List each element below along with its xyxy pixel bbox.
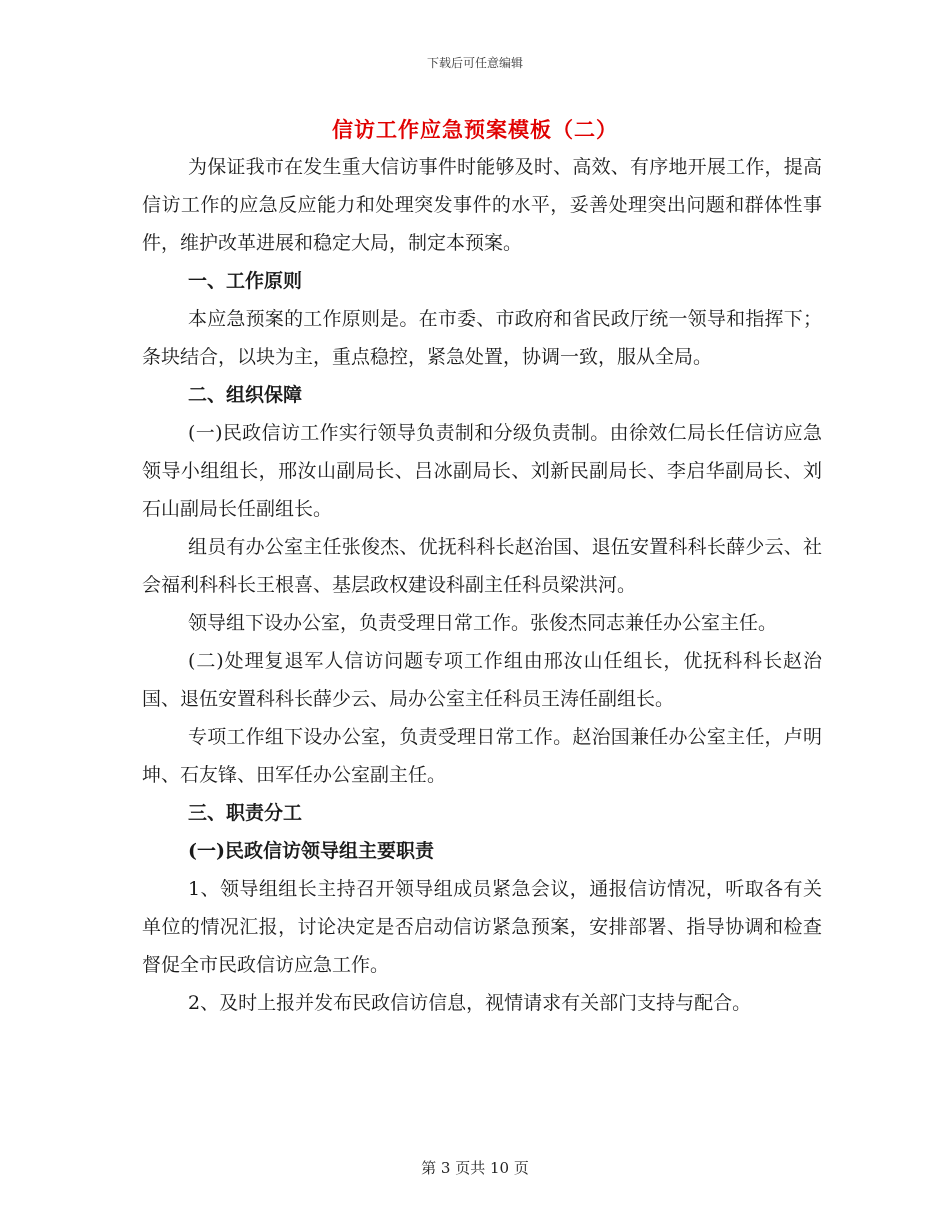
paragraph-members: 组员有办公室主任张俊杰、优抚科科长赵治国、退伍安置科科长薛少云、社会福利科科长王根喜、基层政权建设科副主任科员梁洪河。 [142,536,822,596]
page-header: 下载后可任意编辑 [426,56,523,70]
subsection-heading-leadership-duties: (一)民政信访领导组主要职责 [188,840,434,862]
paragraph-veterans-office: 专项工作组下设办公室，负责受理日常工作。赵治国兼任办公室主任，卢明坤、石友锋、田军任办公室副主任。 [142,726,822,786]
document-body [142,148,822,1022]
paragraph-principles: 本应急预案的工作原则是。在市委、市政府和省民政厅统一领导和指挥下；条块结合，以块为主，重点稳控，紧急处置，协调一致，服从全局。 [142,308,822,368]
paragraph-leadership: (一)民政信访工作实行领导负责制和分级负责制。由徐效仁局长任信访应急领导小组组长，邢汝山副局长、吕冰副局长、刘新民副局长、李启华副局长、刘石山副局长任副组长。 [142,422,822,520]
document-title: 信访工作应急预案模板（二） [332,117,618,142]
page-footer: 第 3 页共 10 页 [421,1159,529,1177]
paragraph-duty-2: 2、及时上报并发布民政信访信息，视情请求有关部门支持与配合。 [188,992,752,1014]
paragraph-intro: 为保证我市在发生重大信访事件时能够及时、高效、有序地开展工作，提高信访工作的应急反应能力和处理突发事件的水平，妥善处理突出问题和群体性事件，维护改革进展和稳定大局，制定本预案。 [142,156,822,254]
section-heading-organization: 二、组织保障 [188,384,303,406]
paragraph-office: 领导组下设办公室，负责受理日常工作。张俊杰同志兼任办公室主任。 [188,612,778,634]
paragraph-veterans-group: (二)处理复退军人信访问题专项工作组由邢汝山任组长，优抚科科长赵治国、退伍安置科科长薛少云、局办公室主任科员王涛任副组长。 [142,650,822,710]
section-heading-duties: 三、职责分工 [188,802,303,824]
section-heading-principles: 一、工作原则 [188,270,303,292]
paragraph-duty-1: 1、领导组组长主持召开领导组成员紧急会议，通报信访情况，听取各有关单位的情况汇报，讨论决定是否启动信访紧急预案，安排部署、指导协调和检查督促全市民政信访应急工作。 [142,878,822,976]
